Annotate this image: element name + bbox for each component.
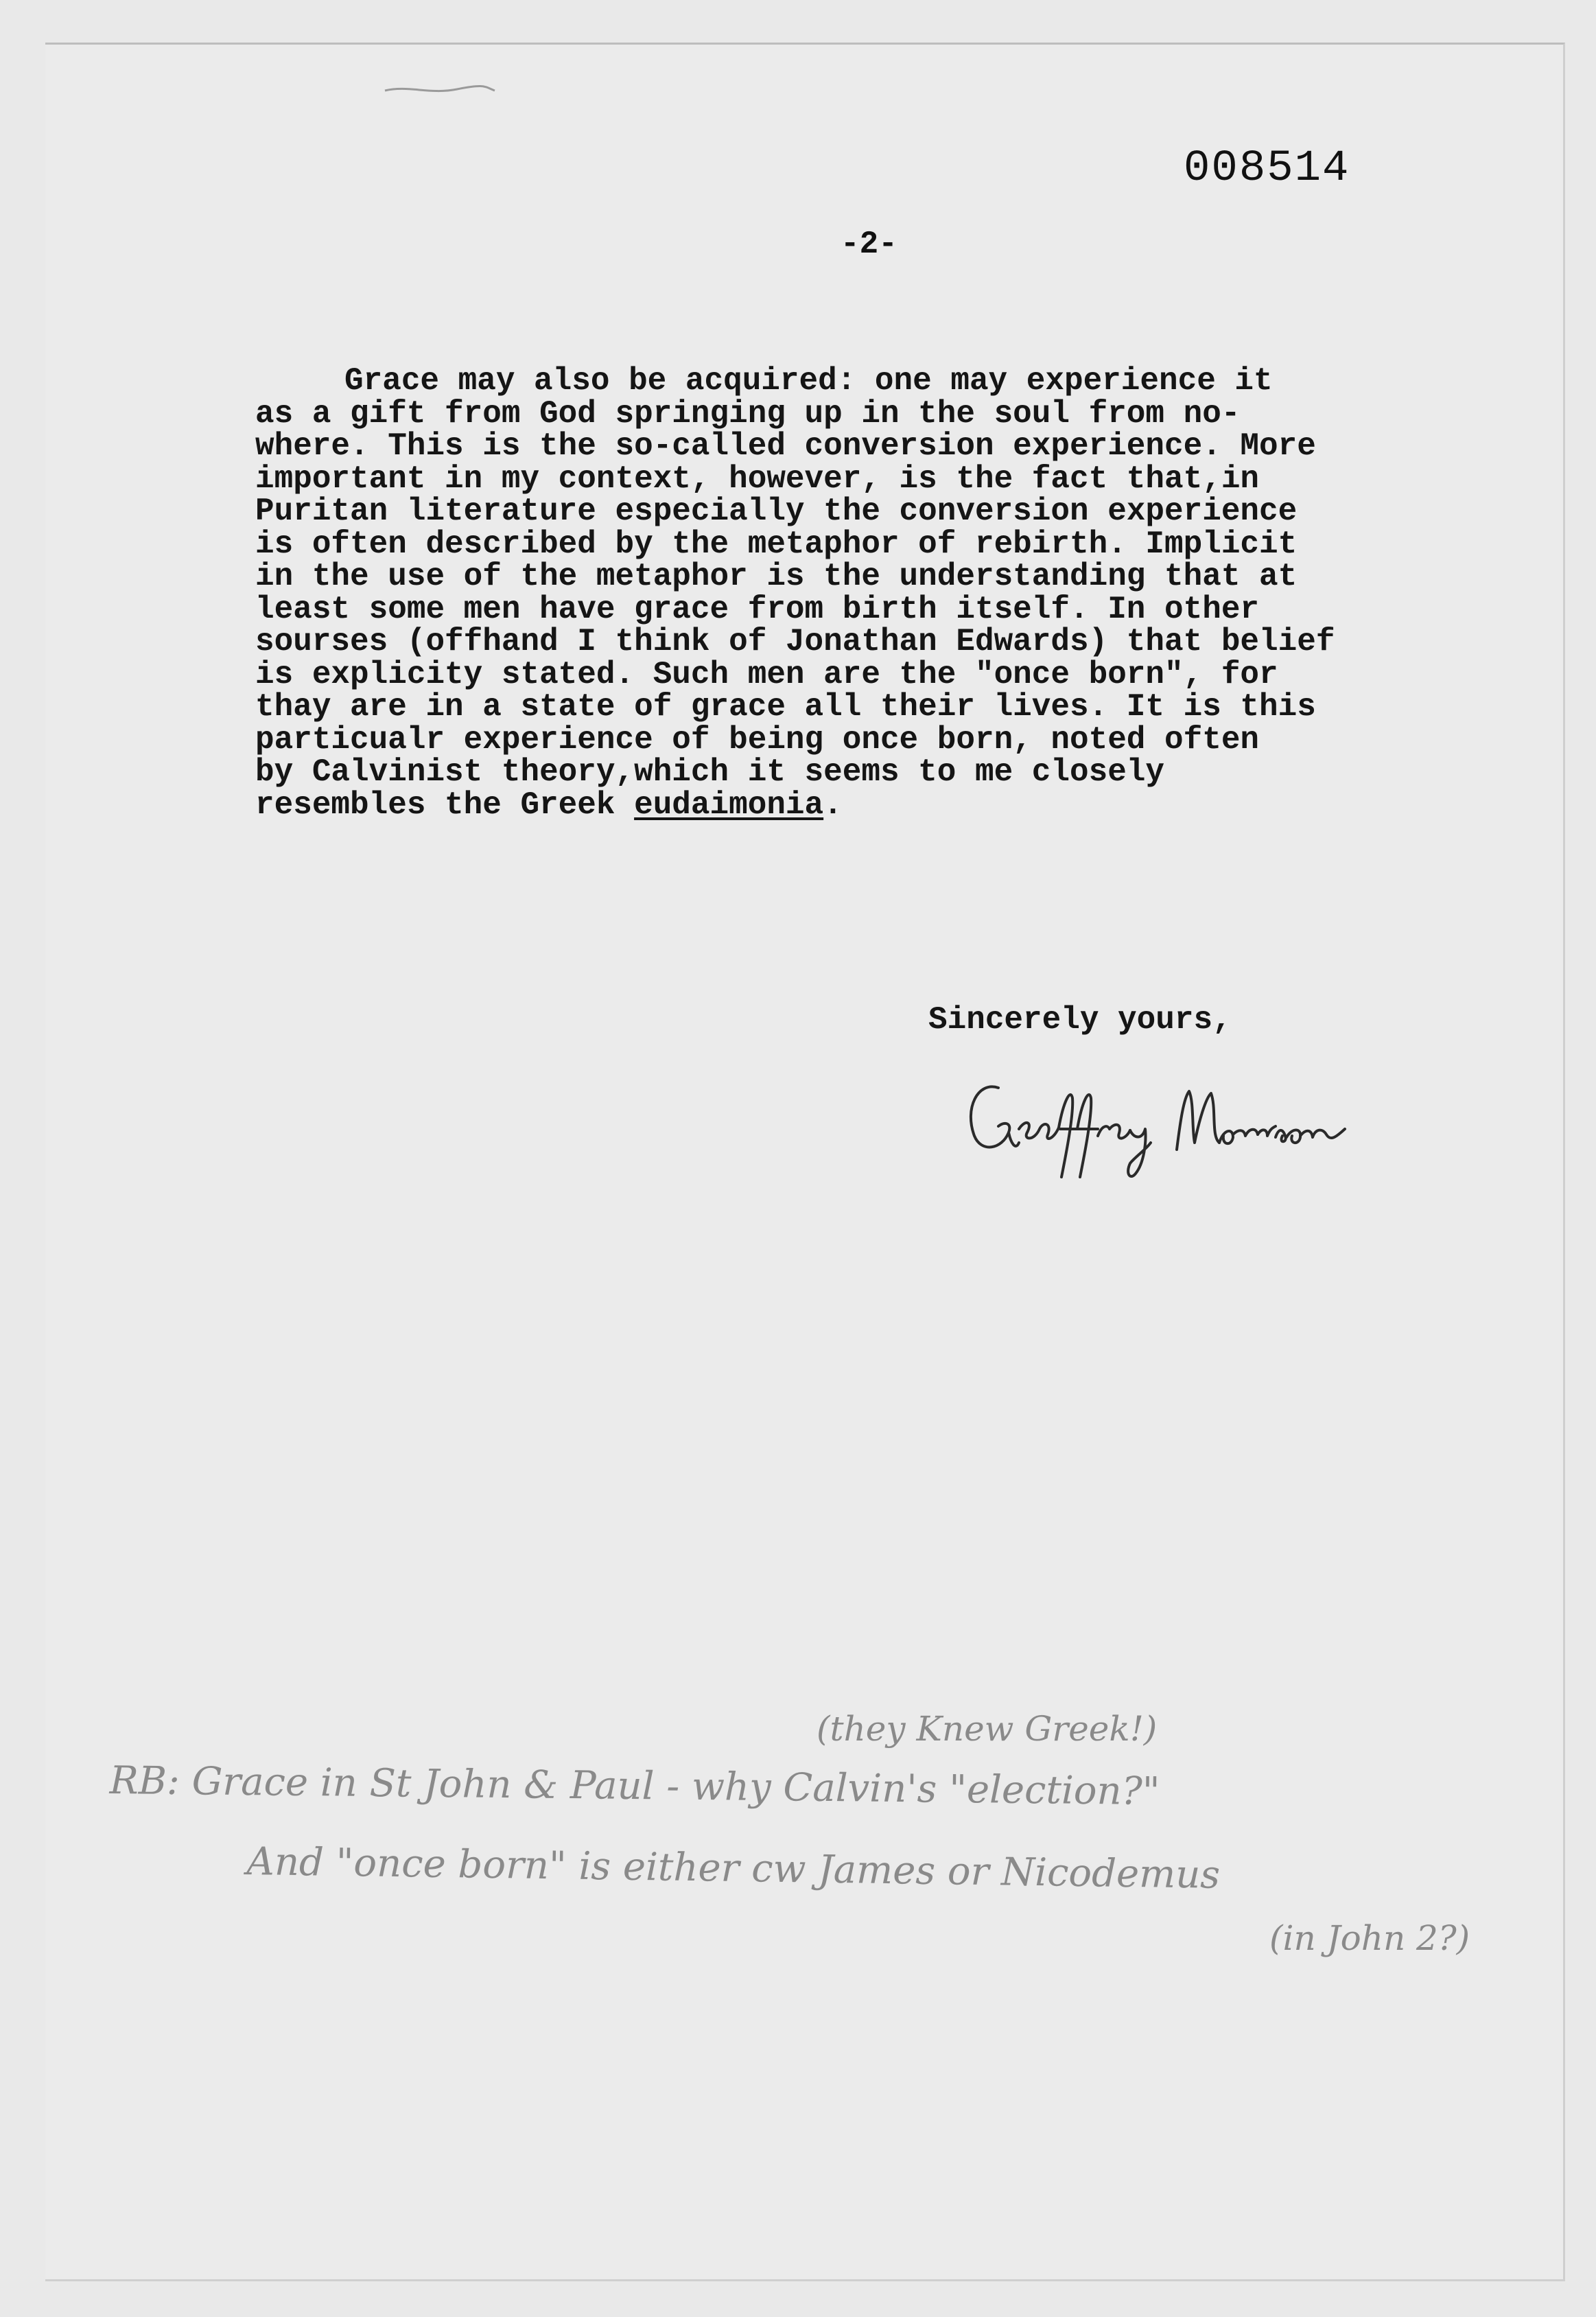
body-line: by Calvinist theory,which it seems to me closely [255,754,1165,790]
page-number: -2- [841,226,897,262]
body-line: is explicity stated. Such men are the "once born", for [255,656,1278,692]
annotation-line-1: RB: Grace in St John & Paul - why Calvin's "election?" [109,1758,1160,1815]
annotation-line-3: (in John 2?) [1269,1918,1470,1958]
body-line: in the use of the metaphor is the understanding that at [255,559,1298,594]
annotation-insert: (they Knew Greek!) [817,1709,1158,1749]
body-line: least some men have grace from birth itself. In other [255,591,1260,627]
body-line: is often described by the metaphor of rebirth. Implicit [255,526,1298,562]
body-line: sourses (offhand I think of Jonathan Edwards) that belief [255,624,1335,660]
document-number: 008514 [1184,144,1350,194]
body-line: Grace may also be acquired: one may experience it [344,363,1273,399]
body-line: particualr experience of being once born, noted often [255,721,1260,758]
emphasized-word: eudaimonia [634,787,824,823]
handwritten-signature [950,1060,1355,1184]
body-line: important in my context, however, is the fact that,in [255,461,1260,497]
body-line: as a gift from God springing up in the soul from no- [255,395,1241,432]
body-line: thay are in a state of grace all their lives. It is this [255,689,1316,725]
paper-mark [382,82,498,96]
letter-body [255,365,1463,822]
body-line: Puritan literature especially the conversion experience [255,493,1298,529]
last-line-suffix: . [823,787,843,823]
closing-salutation: Sincerely yours, [928,1002,1232,1038]
body-line-last [255,789,1463,822]
annotation-line-2: And "once born" is either cw James or Nicodemus [246,1839,1221,1898]
handwritten-annotation [110,1709,1551,2025]
body-line: where. This is the so-called conversion experience. More [255,428,1316,464]
last-line-prefix: resembles the Greek [255,787,635,823]
